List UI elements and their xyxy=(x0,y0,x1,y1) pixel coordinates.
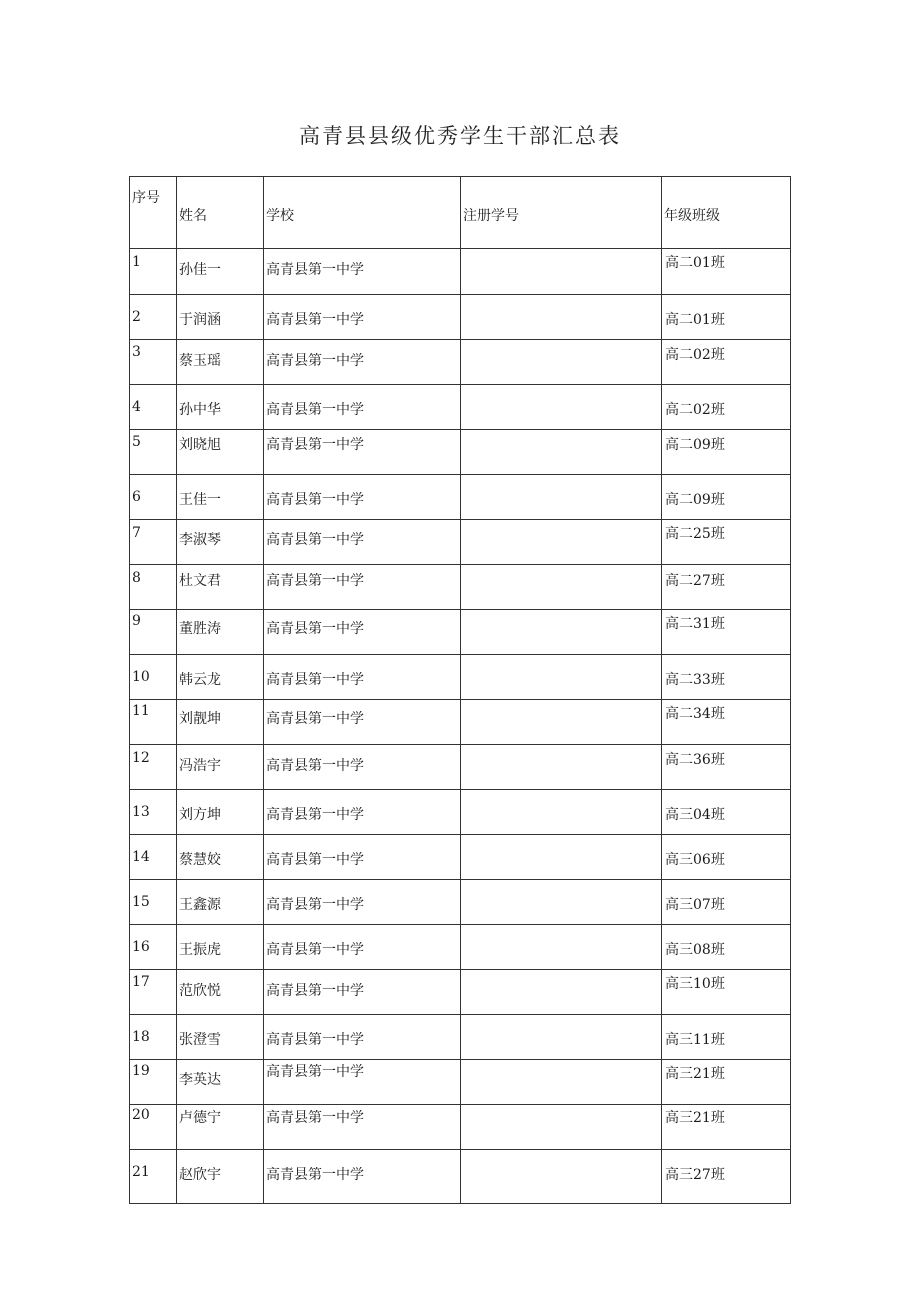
seq-cell xyxy=(130,880,177,925)
row-school: 高青县第一中学 xyxy=(266,807,364,823)
seq-cell xyxy=(130,790,177,835)
row-seq: 20 xyxy=(132,1107,150,1123)
row-seq: 15 xyxy=(132,894,150,910)
row-school: 高青县第一中学 xyxy=(266,1032,364,1048)
row-name: 李英达 xyxy=(179,1072,221,1088)
row-seq: 21 xyxy=(132,1164,150,1180)
seq-cell xyxy=(130,385,177,430)
grade-class-cell xyxy=(662,430,791,475)
grade-class-cell xyxy=(662,1015,791,1060)
row-seq: 18 xyxy=(132,1029,150,1045)
seq-cell xyxy=(130,655,177,700)
reg-no-cell xyxy=(461,745,662,790)
row-school: 高青县第一中学 xyxy=(266,711,364,727)
seq-cell xyxy=(130,475,177,520)
page-title: 高青县县级优秀学生干部汇总表 xyxy=(299,124,621,148)
row-grade-class: 高二36班 xyxy=(665,752,725,768)
row-grade-class: 高二27班 xyxy=(665,573,725,589)
table-row xyxy=(130,880,791,925)
row-seq: 19 xyxy=(132,1063,150,1079)
row-seq: 4 xyxy=(132,399,141,415)
row-school: 高青县第一中学 xyxy=(266,262,364,278)
school-cell xyxy=(264,970,461,1015)
reg-no-cell xyxy=(461,475,662,520)
reg-no-cell xyxy=(461,1150,662,1204)
name-cell xyxy=(177,700,264,745)
row-seq: 1 xyxy=(132,254,141,270)
row-school: 高青县第一中学 xyxy=(266,1167,364,1183)
grade-class-cell xyxy=(662,1150,791,1204)
row-name: 韩云龙 xyxy=(179,672,221,688)
reg-no-cell xyxy=(461,1105,662,1150)
school-cell xyxy=(264,430,461,475)
table-row xyxy=(130,655,791,700)
header-school: 学校 xyxy=(266,208,294,224)
row-name: 卢德宁 xyxy=(179,1110,221,1126)
reg-no-cell xyxy=(461,295,662,340)
row-school: 高青县第一中学 xyxy=(266,492,364,508)
row-seq: 13 xyxy=(132,804,150,820)
row-grade-class: 高三21班 xyxy=(665,1110,725,1126)
row-seq: 14 xyxy=(132,849,150,865)
row-seq: 2 xyxy=(132,309,141,325)
name-cell xyxy=(177,610,264,655)
reg-no-cell xyxy=(461,655,662,700)
reg-no-cell xyxy=(461,385,662,430)
row-seq: 7 xyxy=(132,525,141,541)
name-cell xyxy=(177,249,264,295)
name-cell xyxy=(177,1105,264,1150)
seq-cell xyxy=(130,970,177,1015)
school-cell xyxy=(264,610,461,655)
table-row xyxy=(130,790,791,835)
name-cell xyxy=(177,385,264,430)
table-row xyxy=(130,1015,791,1060)
name-cell xyxy=(177,565,264,610)
row-seq: 17 xyxy=(132,974,150,990)
row-school: 高青县第一中学 xyxy=(266,532,364,548)
reg-no-cell xyxy=(461,925,662,970)
row-name: 刘晓旭 xyxy=(179,437,221,453)
reg-no-cell xyxy=(461,790,662,835)
seq-cell xyxy=(130,565,177,610)
reg-no-cell xyxy=(461,880,662,925)
name-cell xyxy=(177,655,264,700)
reg-no-cell xyxy=(461,1015,662,1060)
row-name: 李淑琴 xyxy=(179,532,221,548)
row-grade-class: 高二01班 xyxy=(665,255,725,271)
row-school: 高青县第一中学 xyxy=(266,621,364,637)
row-name: 王鑫源 xyxy=(179,897,221,913)
row-name: 冯浩宇 xyxy=(179,758,221,774)
header-reg-no-cell xyxy=(461,177,662,249)
school-cell xyxy=(264,835,461,880)
row-name: 刘靓坤 xyxy=(179,711,221,727)
grade-class-cell xyxy=(662,790,791,835)
school-cell xyxy=(264,249,461,295)
row-seq: 16 xyxy=(132,939,150,955)
reg-no-cell xyxy=(461,700,662,745)
grade-class-cell xyxy=(662,835,791,880)
seq-cell xyxy=(130,295,177,340)
row-school: 高青县第一中学 xyxy=(266,983,364,999)
row-seq: 8 xyxy=(132,570,141,586)
header-name-cell xyxy=(177,177,264,249)
row-seq: 9 xyxy=(132,613,141,629)
name-cell xyxy=(177,790,264,835)
table-row xyxy=(130,295,791,340)
row-seq: 6 xyxy=(132,489,141,505)
table-row xyxy=(130,1150,791,1204)
row-school: 高青县第一中学 xyxy=(266,852,364,868)
reg-no-cell xyxy=(461,520,662,565)
header-name: 姓名 xyxy=(179,208,207,224)
table-row xyxy=(130,475,791,520)
seq-cell xyxy=(130,1105,177,1150)
header-grade-class: 年级班级 xyxy=(664,208,720,224)
row-grade-class: 高三21班 xyxy=(665,1066,725,1082)
grade-class-cell xyxy=(662,1060,791,1105)
row-school: 高青县第一中学 xyxy=(266,897,364,913)
table-row xyxy=(130,925,791,970)
grade-class-cell xyxy=(662,385,791,430)
reg-no-cell xyxy=(461,565,662,610)
reg-no-cell xyxy=(461,835,662,880)
row-grade-class: 高二09班 xyxy=(665,492,725,508)
grade-class-cell xyxy=(662,880,791,925)
row-name: 于润涵 xyxy=(179,312,221,328)
row-grade-class: 高二02班 xyxy=(665,402,725,418)
school-cell xyxy=(264,565,461,610)
school-cell xyxy=(264,1015,461,1060)
reg-no-cell xyxy=(461,430,662,475)
seq-cell xyxy=(130,430,177,475)
school-cell xyxy=(264,880,461,925)
grade-class-cell xyxy=(662,700,791,745)
school-cell xyxy=(264,475,461,520)
name-cell xyxy=(177,880,264,925)
seq-cell xyxy=(130,340,177,385)
row-grade-class: 高三07班 xyxy=(665,897,725,913)
seq-cell xyxy=(130,1150,177,1204)
seq-cell xyxy=(130,745,177,790)
row-name: 范欣悦 xyxy=(179,983,221,999)
row-name: 孙佳一 xyxy=(179,262,221,278)
row-name: 王佳一 xyxy=(179,492,221,508)
row-seq: 12 xyxy=(132,750,150,766)
row-grade-class: 高二34班 xyxy=(665,706,725,722)
grade-class-cell xyxy=(662,925,791,970)
row-name: 张澄雪 xyxy=(179,1032,221,1048)
row-name: 蔡慧姣 xyxy=(179,852,221,868)
roster-table xyxy=(129,176,791,1204)
grade-class-cell xyxy=(662,475,791,520)
row-grade-class: 高二09班 xyxy=(665,437,725,453)
row-grade-class: 高二25班 xyxy=(665,526,725,542)
row-school: 高青县第一中学 xyxy=(266,942,364,958)
row-grade-class: 高三27班 xyxy=(665,1167,725,1183)
school-cell xyxy=(264,925,461,970)
name-cell xyxy=(177,430,264,475)
row-grade-class: 高三10班 xyxy=(665,976,725,992)
name-cell xyxy=(177,1150,264,1204)
row-grade-class: 高三11班 xyxy=(665,1032,725,1048)
header-row xyxy=(130,177,791,249)
row-grade-class: 高三08班 xyxy=(665,942,725,958)
grade-class-cell xyxy=(662,1105,791,1150)
table-row xyxy=(130,1060,791,1105)
grade-class-cell xyxy=(662,520,791,565)
table-row xyxy=(130,340,791,385)
row-school: 高青县第一中学 xyxy=(266,1110,364,1126)
row-school: 高青县第一中学 xyxy=(266,353,364,369)
row-seq: 10 xyxy=(132,669,150,685)
name-cell xyxy=(177,340,264,385)
row-name: 孙中华 xyxy=(179,402,221,418)
row-grade-class: 高三04班 xyxy=(665,807,725,823)
seq-cell xyxy=(130,249,177,295)
seq-cell xyxy=(130,925,177,970)
header-school-cell xyxy=(264,177,461,249)
seq-cell xyxy=(130,1060,177,1105)
row-school: 高青县第一中学 xyxy=(266,573,364,589)
name-cell xyxy=(177,970,264,1015)
row-school: 高青县第一中学 xyxy=(266,437,364,453)
row-school: 高青县第一中学 xyxy=(266,672,364,688)
school-cell xyxy=(264,1150,461,1204)
school-cell xyxy=(264,1105,461,1150)
grade-class-cell xyxy=(662,970,791,1015)
name-cell xyxy=(177,745,264,790)
seq-cell xyxy=(130,1015,177,1060)
header-grade-class-cell xyxy=(662,177,791,249)
table-row xyxy=(130,700,791,745)
seq-cell xyxy=(130,835,177,880)
school-cell xyxy=(264,520,461,565)
table-row xyxy=(130,745,791,790)
row-seq: 3 xyxy=(132,344,141,360)
school-cell xyxy=(264,1060,461,1105)
reg-no-cell xyxy=(461,1060,662,1105)
row-seq: 11 xyxy=(132,703,150,719)
row-seq: 5 xyxy=(132,434,141,450)
table-row xyxy=(130,1105,791,1150)
school-cell xyxy=(264,745,461,790)
grade-class-cell xyxy=(662,340,791,385)
row-school: 高青县第一中学 xyxy=(266,758,364,774)
grade-class-cell xyxy=(662,295,791,340)
row-name: 董胜涛 xyxy=(179,621,221,637)
school-cell xyxy=(264,655,461,700)
row-name: 刘方坤 xyxy=(179,807,221,823)
table-row xyxy=(130,520,791,565)
name-cell xyxy=(177,1015,264,1060)
name-cell xyxy=(177,475,264,520)
row-name: 赵欣宇 xyxy=(179,1167,221,1183)
header-reg-no: 注册学号 xyxy=(463,208,519,224)
row-school: 高青县第一中学 xyxy=(266,1064,364,1080)
reg-no-cell xyxy=(461,610,662,655)
row-grade-class: 高二33班 xyxy=(665,672,725,688)
row-school: 高青县第一中学 xyxy=(266,312,364,328)
row-grade-class: 高二31班 xyxy=(665,616,725,632)
reg-no-cell xyxy=(461,340,662,385)
seq-cell xyxy=(130,610,177,655)
row-name: 蔡玉瑶 xyxy=(179,353,221,369)
table-row xyxy=(130,610,791,655)
table-row xyxy=(130,835,791,880)
grade-class-cell xyxy=(662,565,791,610)
seq-cell xyxy=(130,700,177,745)
table-row xyxy=(130,385,791,430)
header-seq-cell xyxy=(130,177,177,249)
name-cell xyxy=(177,925,264,970)
seq-cell xyxy=(130,520,177,565)
grade-class-cell xyxy=(662,745,791,790)
row-name: 王振虎 xyxy=(179,942,221,958)
name-cell xyxy=(177,1060,264,1105)
name-cell xyxy=(177,835,264,880)
name-cell xyxy=(177,295,264,340)
table-row xyxy=(130,249,791,295)
grade-class-cell xyxy=(662,610,791,655)
header-seq: 序号 xyxy=(132,190,160,206)
school-cell xyxy=(264,295,461,340)
school-cell xyxy=(264,700,461,745)
row-name: 杜文君 xyxy=(179,573,221,589)
grade-class-cell xyxy=(662,655,791,700)
row-school: 高青县第一中学 xyxy=(266,402,364,418)
table-row xyxy=(130,970,791,1015)
school-cell xyxy=(264,340,461,385)
reg-no-cell xyxy=(461,249,662,295)
reg-no-cell xyxy=(461,970,662,1015)
row-grade-class: 高二01班 xyxy=(665,312,725,328)
grade-class-cell xyxy=(662,249,791,295)
name-cell xyxy=(177,520,264,565)
table-row xyxy=(130,430,791,475)
table-row xyxy=(130,565,791,610)
school-cell xyxy=(264,385,461,430)
row-grade-class: 高三06班 xyxy=(665,852,725,868)
row-grade-class: 高二02班 xyxy=(665,347,725,363)
school-cell xyxy=(264,790,461,835)
